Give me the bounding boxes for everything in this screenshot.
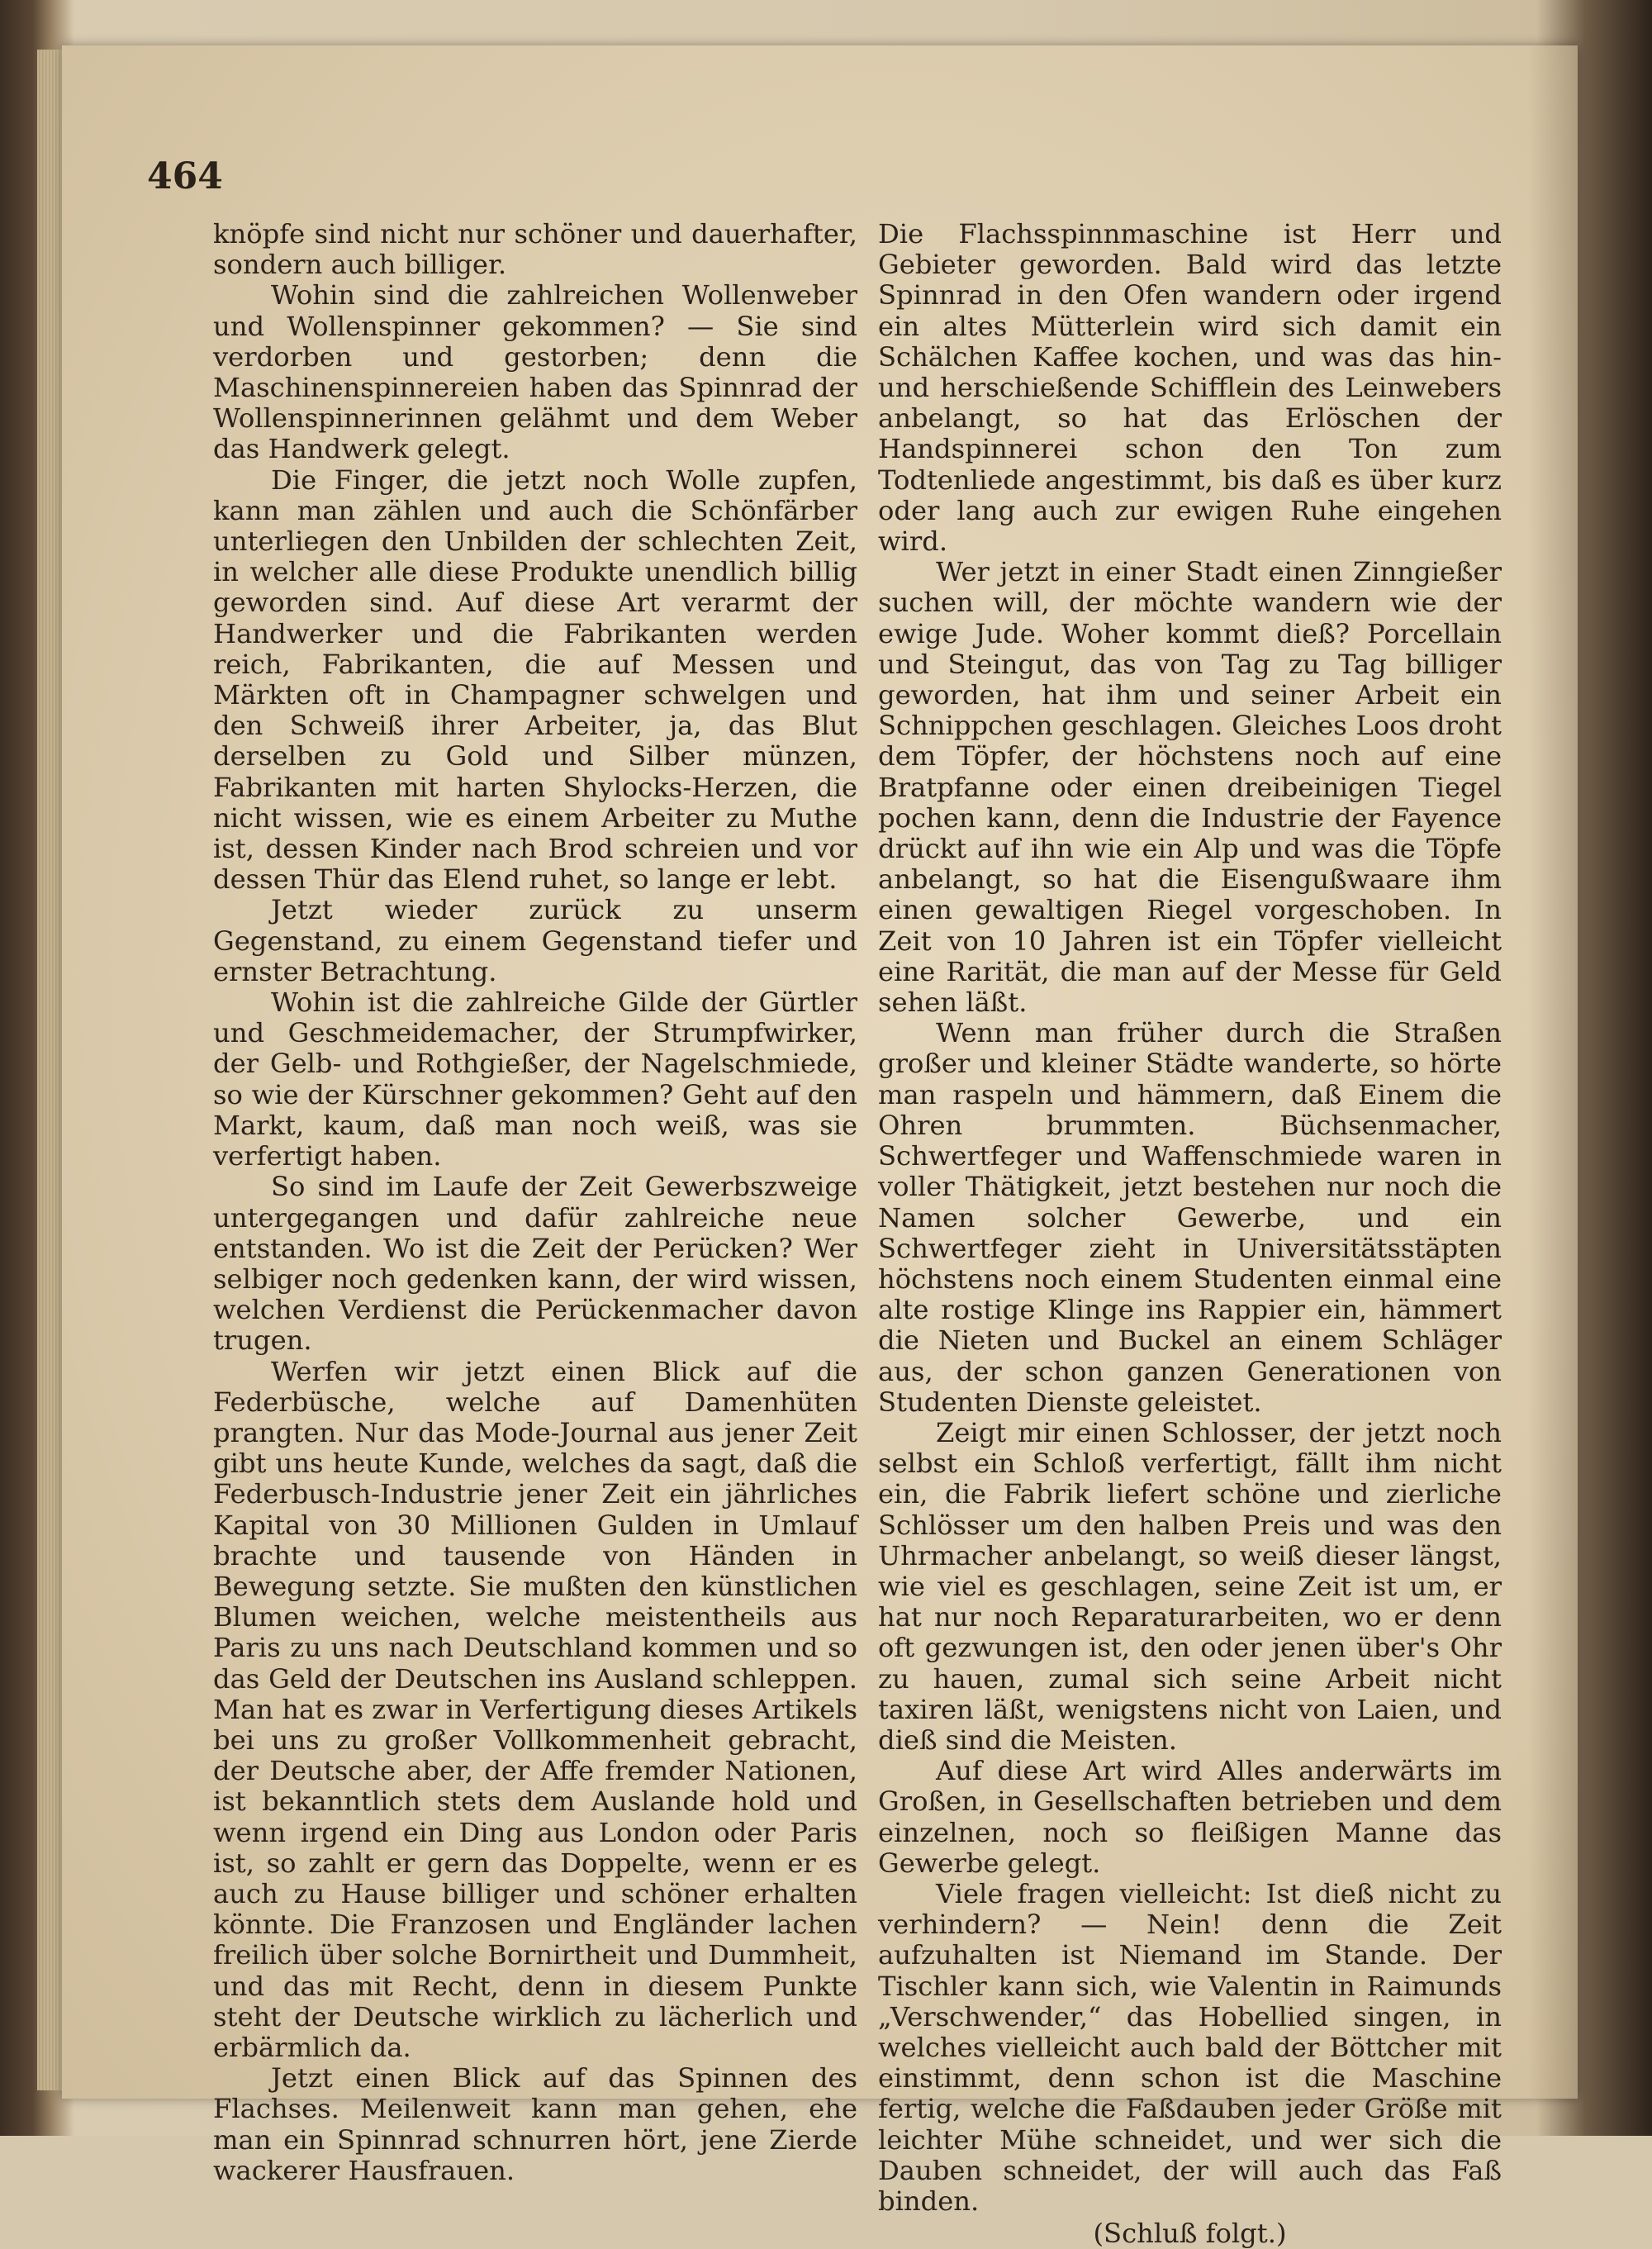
paragraph: Die Finger, die jetzt noch Wolle zupfen, kann man zählen und auch die Schönfärber unterliegen den Unbilden der schlechten Zeit, in welcher alle diese Produkte unendlich billig geworden sind. Auf diese Art verarmt der Handwerker und die Fabrikanten werden reich, Fabrikanten, die auf Messen und Märkten oft in Champagner schwelgen und den Schweiß ihrer Arbeiter, ja, das Blut derselben zu Gold und Silber münzen, Fabrikanten mit harten Shylocks-Herzen, die nicht wissen, wie es einem Arbeiter zu Muthe ist, dessen Kinder nach Brod schreien und vor dessen Thür das Elend ruhet, so lange er lebt. [213, 464, 857, 896]
paragraph: Jetzt wieder zurück zu unserm Gegenstand, zu einem Gegenstand tiefer und ernster Betrachtung. [213, 894, 857, 987]
paragraph: Wer jetzt in einer Stadt einen Zinngießer suchen will, der möchte wandern wie der ewige Jude. Woher kommt dieß? Porcellain und Steingut, das von Tag zu Tag billiger geworden, hat ihm und seiner Arbeit ein Schnippchen geschlagen. Gleiches Loos droht dem Töpfer, der höchstens noch auf eine Bratpfanne oder einen dreibeinigen Tiegel pochen kann, denn die Industrie der Fayence drückt auf ihn wie ein Alp und was die Töpfe anbelangt, so hat die Eisengußwaare ihm einen gewaltigen Riegel vorgeschoben. In Zeit von 10 Jahren ist ein Töpfer vielleicht eine Rarität, die man auf der Messe für Geld sehen läßt. [878, 556, 1502, 1019]
right-text-column [878, 219, 1502, 2249]
page-number: 464 [147, 155, 223, 197]
paragraph: Auf diese Art wird Alles anderwärts im Großen, in Gesellschaften betrieben und dem einzelnen, noch so fleißigen Manne das Gewerbe gelegt. [878, 1755, 1502, 1879]
paragraph: Jetzt einen Blick auf das Spinnen des Flachses. Meilenweit kann man gehen, ehe man ein Spinnrad schnurren hört, jene Zierde wackerer Hausfrauen. [213, 2062, 857, 2186]
paragraph: knöpfe sind nicht nur schöner und dauerhafter, sondern auch billiger. [213, 218, 857, 281]
left-text-column [213, 219, 857, 2186]
book-page-edges [37, 50, 62, 2090]
paragraph: Werfen wir jetzt einen Blick auf die Federbüsche, welche auf Damenhüten prangten. Nur das Mode-Journal aus jener Zeit gibt uns heute Kunde, welches da sagt, daß die Federbusch-Industrie jener Zeit ein jährliches Kapital von 30 Millionen Gulden in Umlauf brachte und tausende von Händen in Bewegung setzte. Sie mußten den künstlichen Blumen weichen, welche meistentheils aus Paris zu uns nach Deutschland kommen und so das Geld der Deutschen ins Ausland schleppen. Man hat es zwar in Verfertigung dieses Artikels bei uns zu großer Vollkommenheit gebracht, der Deutsche aber, der Affe fremder Nationen, ist bekanntlich stets dem Auslande hold und wenn irgend ein Ding aus London oder Paris ist, so zahlt er gern das Doppelte, wenn er es auch zu Hause billiger und schöner erhalten könnte. Die Franzosen und Engländer lachen freilich über solche Bornirtheit und Dummheit, und das mit Recht, denn in diesem Punkte steht der Deutsche wirklich zu lächerlich und erbärmlich da. [213, 1355, 857, 2063]
paragraph: So sind im Laufe der Zeit Gewerbszweige untergegangen und dafür zahlreiche neue entstanden. Wo ist die Zeit der Perücken? Wer selbiger noch gedenken kann, der wird wissen, welchen Verdienst die Perückenmacher davon trugen. [213, 1171, 857, 1357]
paragraph: Zeigt mir einen Schlosser, der jetzt noch selbst ein Schloß verfertigt, fällt ihm nicht ein, die Fabrik liefert schöne und zierliche Schlösser um den halben Preis und was den Uhrmacher anbelangt, so weiß dieser längst, wie viel es geschlagen, seine Zeit ist um, er hat nur noch Reparaturarbeiten, wo er denn oft gezwungen ist, den oder jenen über's Ohr zu hauen, zumal sich seine Arbeit nicht taxiren läßt, wenigstens nicht von Laien, und dieß sind die Meisten. [878, 1416, 1502, 1756]
paragraph: Wohin sind die zahlreichen Wollenweber und Wollenspinner gekommen? — Sie sind verdorben und gestorben; denn die Maschinenspinnereien haben das Spinnrad der Wollenspinnerinnen gelähmt und dem Weber das Handwerk gelegt. [213, 279, 857, 465]
gutter-shadow [1528, 45, 1578, 2099]
paragraph: Wenn man früher durch die Straßen großer und kleiner Städte wanderte, so hörte man raspeln und hämmern, daß Einem die Ohren brummten. Büchsenmacher, Schwertfeger und Waffenschmiede waren in voller Thätigkeit, jetzt bestehen nur noch die Namen solcher Gewerbe, und ein Schwertfeger zieht in Universitätsstäpten höchstens noch einem Studenten einmal eine alte rostige Klinge ins Rappier ein, hämmert die Nieten und Buckel an einem Schläger aus, der schon ganzen Generationen von Studenten Dienste geleistet. [878, 1017, 1502, 1418]
continuation-note: (Schluß folgt.) [1093, 2218, 1287, 2249]
paragraph: Die Flachsspinnmaschine ist Herr und Gebieter geworden. Bald wird das letzte Spinnrad in den Ofen wandern oder irgend ein altes Mütterlein wird sich damit ein Schälchen Kaffee kochen, und was das hin- und herschießende Schifflein des Leinwebers anbelangt, so hat das Erlöschen der Handspinnerei schon den Ton zum Todtenliede angestimmt, bis daß es über kurz oder lang auch zur ewigen Ruhe eingehen wird. [878, 218, 1502, 558]
paragraph: Viele fragen vielleicht: Ist dieß nicht zu verhindern? — Nein! denn die Zeit aufzuhalten ist Niemand im Stande. Der Tischler kann sich, wie Valentin in Raimunds „Verschwender,“ das Hobellied singen, in welches vielleicht auch bald der Böttcher mit einstimmt, denn schon ist die Maschine fertig, welche die Faßdauben jeder Größe mit leichter Mühe schneidet, und wer sich die Dauben schneidet, der will auch das Faß binden. [878, 1877, 1502, 2217]
paragraph: Wohin ist die zahlreiche Gilde der Gürtler und Geschmeidemacher, der Strumpfwirker, der Gelb- und Rothgießer, der Nagelschmiede, so wie der Kürschner gekommen? Geht auf den Markt, kaum, daß man noch weiß, was sie verfertigt haben. [213, 987, 857, 1172]
